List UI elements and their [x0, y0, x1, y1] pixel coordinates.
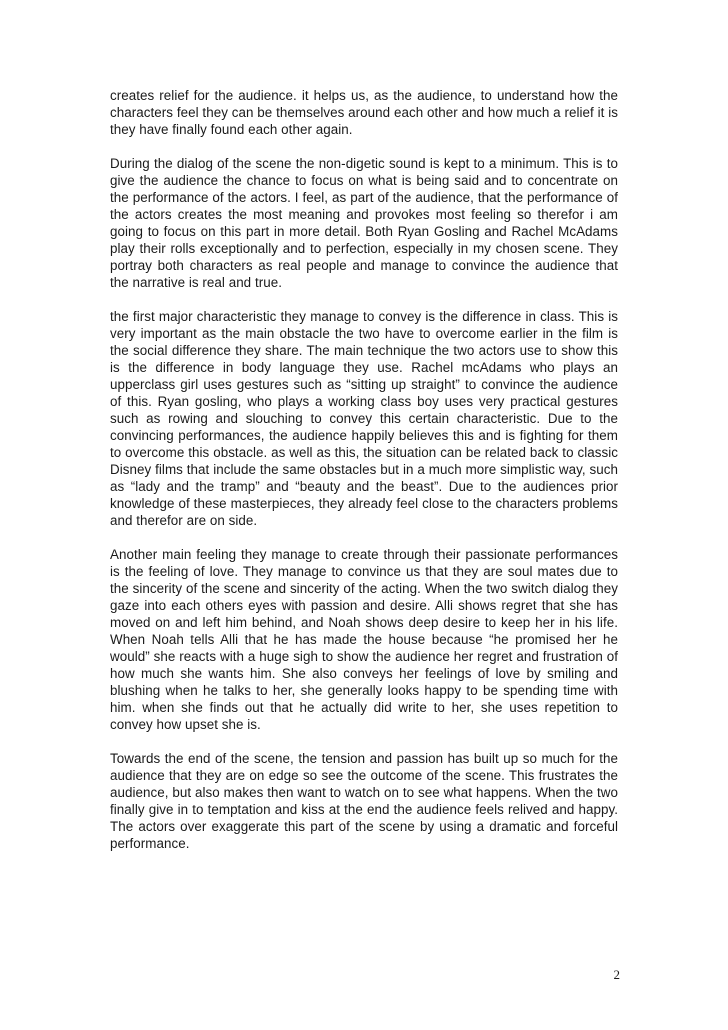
paragraph-1: creates relief for the audience. it helps us, as the audience, to understand how the characters feel they can be themselves around each other and how much a relief it is they have finally found each other again. [110, 88, 618, 137]
paragraph-2: During the dialog of the scene the non-digetic sound is kept to a minimum. This is to give the audience the chance to focus on what is being said and to concentrate on the performance of the actors. I feel, as part of the audience, that the performance of the actors creates the most meaning and provokes most feeling so therefor i am going to focus on this part in more detail. Both Ryan Gosling and Rachel McAdams play their rolls exceptionally and to perfection, especially in my chosen scene. They portray both characters as real people and manage to convince the audience that the narrative is real and true. [110, 156, 618, 290]
body-text [110, 87, 618, 869]
paragraph-5: Towards the end of the scene, the tension and passion has built up so much for the audience that they are on edge so see the outcome of the scene. This frustrates the audience, but also makes then want to watch on to see what happens. When the two finally give in to temptation and kiss at the end the audience feels relived and happy. The actors over exaggerate this part of the scene by using a dramatic and forceful performance. [110, 751, 618, 851]
paragraph-4: Another main feeling they manage to create through their passionate performances is the feeling of love. They manage to convince us that they are soul mates due to the sincerity of the scene and sincerity of the acting. When the two switch dialog they gaze into each others eyes with passion and desire. Alli shows regret that she has moved on and left him behind, and Noah shows deep desire to keep her in his life. When Noah tells Alli that he has made the house because “he promised her he would” she reacts with a huge sigh to show the audience her regret and frustration of how much she wants him. She also conveys her feelings of love by smiling and blushing when he talks to her, she generally looks happy to be spending time with him. when she finds out that he actually did write to her, she uses repetition to convey how upset she is. [110, 547, 618, 732]
paragraph-3: the first major characteristic they manage to convey is the difference in class. This is very important as the main obstacle the two have to overcome earlier in the film is the social difference they share. The main technique the two actors use to show this is the difference in body language they use. Rachel mcAdams who plays an upperclass girl uses gestures such as “sitting up straight” to convince the audience of this. Ryan gosling, who plays a working class boy uses very practical gestures such as rowing and slouching to convey this certain characteristic. Due to the convincing performances, the audience happily believes this and is fighting for them to overcome this obstacle. as well as this, the situation can be related back to classic Disney films that include the same obstacles but in a much more simplistic way, such as “lady and the tramp” and “beauty and the beast”. Due to the audiences prior knowledge of these masterpieces, they already feel close to the characters problems and therefor are on side. [110, 309, 618, 528]
page-number: 2 [613, 967, 620, 982]
